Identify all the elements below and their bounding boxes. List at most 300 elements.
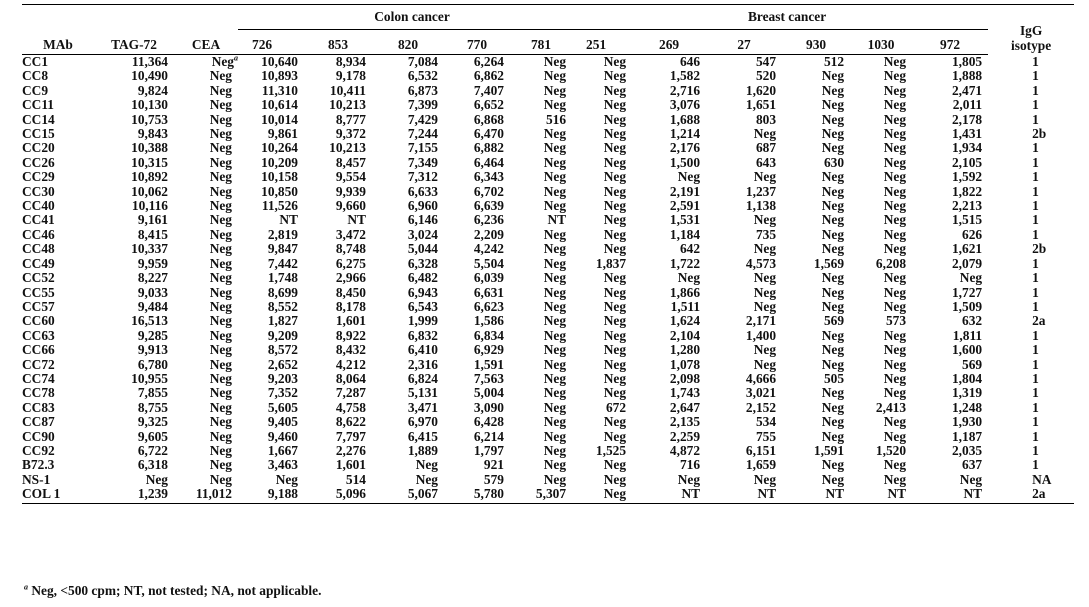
cell-value: Neg xyxy=(603,241,627,257)
cell-isotype: 1 xyxy=(1032,428,1039,444)
cell-726 xyxy=(238,430,304,444)
cell-cea xyxy=(174,98,238,112)
cell-853 xyxy=(304,199,372,213)
cell-cea xyxy=(174,300,238,314)
cell-value: 10,640 xyxy=(261,54,298,69)
cell-value: 1,601 xyxy=(335,313,366,329)
cell-27 xyxy=(706,228,782,242)
cell-781 xyxy=(510,55,572,70)
cell-value: 5,044 xyxy=(407,241,438,257)
cell-value: 2,178 xyxy=(951,111,983,127)
cell-853 xyxy=(304,444,372,458)
cell-930 xyxy=(782,185,850,199)
col-header-820: 820 xyxy=(372,30,444,55)
cell-tag72 xyxy=(94,329,174,343)
cell-value: 9,161 xyxy=(137,212,168,228)
cell-value: Neg xyxy=(543,126,567,142)
cell-value: 1,822 xyxy=(951,183,983,199)
cell-770 xyxy=(444,98,510,112)
cell-value: Neg xyxy=(145,471,168,487)
cell-972 xyxy=(912,213,988,227)
cell-value: Neg xyxy=(603,356,627,372)
cell-820 xyxy=(372,127,444,141)
cell-value: Neg xyxy=(543,54,567,69)
cell-972 xyxy=(912,401,988,415)
cell-value: 6,482 xyxy=(407,270,438,286)
table-row xyxy=(22,430,1074,444)
cell-cea xyxy=(174,401,238,415)
cell-value: 1,805 xyxy=(951,54,983,69)
mab-name: CC52 xyxy=(22,270,55,286)
cell-820 xyxy=(372,300,444,314)
cell-value: 2,819 xyxy=(267,226,298,242)
cell-1030 xyxy=(850,228,912,242)
cell-251 xyxy=(572,343,632,357)
cell-mab xyxy=(22,213,94,227)
cell-251 xyxy=(572,141,632,155)
cell-value: 6,275 xyxy=(335,255,366,271)
cell-value: 505 xyxy=(823,370,845,386)
cell-269 xyxy=(632,386,706,400)
table-row xyxy=(22,213,1074,227)
cell-27 xyxy=(706,98,782,112)
cell-770 xyxy=(444,242,510,256)
cell-value: 1,688 xyxy=(669,111,701,127)
cell-value: 6,780 xyxy=(137,356,168,372)
cell-1030 xyxy=(850,286,912,300)
cell-value: Neg xyxy=(821,169,845,185)
mab-name: CC63 xyxy=(22,327,55,343)
cell-1030 xyxy=(850,113,912,127)
cell-value: Neg xyxy=(603,457,627,473)
cell-930 xyxy=(782,113,850,127)
cell-value: 2,035 xyxy=(951,442,983,458)
cell-251 xyxy=(572,458,632,472)
mab-name: CC55 xyxy=(22,284,55,300)
cell-value: 8,622 xyxy=(335,414,366,430)
cell-value: 1,727 xyxy=(951,284,983,300)
cell-269 xyxy=(632,444,706,458)
cell-value: NT xyxy=(963,486,983,502)
cell-27 xyxy=(706,358,782,372)
cell-value: Neg xyxy=(209,183,232,199)
cell-value: 1,722 xyxy=(669,255,701,271)
cell-value: 2,135 xyxy=(669,414,701,430)
table-row xyxy=(22,98,1074,112)
cell-930 xyxy=(782,199,850,213)
cell-value: 11,364 xyxy=(131,54,168,69)
cell-726 xyxy=(238,185,304,199)
cell-value: Neg xyxy=(543,414,567,430)
cell-value: Neg xyxy=(959,270,983,286)
cell-cea xyxy=(174,358,238,372)
cell-value: 2,209 xyxy=(473,226,504,242)
cell-27 xyxy=(706,473,782,487)
cell-820 xyxy=(372,170,444,184)
cell-cea xyxy=(174,228,238,242)
cell-cea xyxy=(174,185,238,199)
cell-tag72 xyxy=(94,473,174,487)
mab-reactivity-table xyxy=(22,4,1074,504)
cell-isotype: 1 xyxy=(1032,183,1039,199)
cell-value: 1,797 xyxy=(473,442,504,458)
cell-930 xyxy=(782,242,850,256)
cell-27 xyxy=(706,213,782,227)
cell-value: 2,176 xyxy=(669,140,701,156)
cell-value: Neg xyxy=(603,313,627,329)
table-row xyxy=(22,113,1074,127)
cell-value: Neg xyxy=(821,471,845,487)
cell-value: 10,130 xyxy=(131,97,168,113)
cell-isotype: 2a xyxy=(988,487,1074,503)
cell-value: 8,699 xyxy=(267,284,298,300)
cell-251 xyxy=(572,415,632,429)
cell-value: 716 xyxy=(679,457,701,473)
cell-853 xyxy=(304,242,372,256)
cell-781 xyxy=(510,98,572,112)
cell-value: Neg xyxy=(209,471,232,487)
cell-value: Neg xyxy=(603,212,627,228)
cell-tag72 xyxy=(94,98,174,112)
cell-mab xyxy=(22,458,94,472)
cell-269 xyxy=(632,113,706,127)
cell-value: 6,428 xyxy=(473,414,504,430)
cell-value: 6,543 xyxy=(407,298,438,314)
cell-value: Neg xyxy=(603,284,627,300)
cell-value: 6,464 xyxy=(473,154,504,170)
cell-251 xyxy=(572,329,632,343)
cell-781 xyxy=(510,300,572,314)
cell-value: 10,753 xyxy=(131,111,168,127)
cell-isotype: 1 xyxy=(1032,53,1039,69)
table-row xyxy=(22,170,1074,184)
cell-value: 3,076 xyxy=(669,97,701,113)
cell-value: Neg xyxy=(883,385,907,401)
cell-930 xyxy=(782,69,850,83)
cell-tag72 xyxy=(94,156,174,170)
cell-770 xyxy=(444,271,510,285)
cell-27 xyxy=(706,113,782,127)
cell-972 xyxy=(912,156,988,170)
mab-name: CC11 xyxy=(22,97,54,113)
cell-27 xyxy=(706,372,782,386)
cell-value: Neg xyxy=(543,169,567,185)
cell-972 xyxy=(912,300,988,314)
cell-972 xyxy=(912,228,988,242)
cell-mab xyxy=(22,415,94,429)
mab-name: CC20 xyxy=(22,140,55,156)
cell-1030 xyxy=(850,401,912,415)
cell-value: 1,811 xyxy=(952,327,983,343)
cell-value: 6,415 xyxy=(407,428,438,444)
cell-isotype: 1 xyxy=(1032,342,1039,358)
mab-name: CC14 xyxy=(22,111,55,127)
cell-value: 8,450 xyxy=(335,284,366,300)
cell-781 xyxy=(510,84,572,98)
cell-853 xyxy=(304,55,372,70)
cell-value: 6,868 xyxy=(473,111,504,127)
cell-isotype: 1 xyxy=(1032,414,1039,430)
cell-853 xyxy=(304,141,372,155)
group-header-row xyxy=(22,5,1074,30)
cell-value: Neg xyxy=(275,471,298,487)
cell-770 xyxy=(444,185,510,199)
cell-251 xyxy=(572,401,632,415)
cell-value: 1,531 xyxy=(669,212,701,228)
cell-cea xyxy=(174,170,238,184)
cell-value: 3,471 xyxy=(407,399,438,415)
cell-930 xyxy=(782,213,850,227)
cell-269 xyxy=(632,98,706,112)
cell-value: 10,213 xyxy=(329,97,366,113)
cell-27 xyxy=(706,401,782,415)
cell-value: Neg xyxy=(209,226,232,242)
cell-value: Neg xyxy=(603,414,627,430)
cell-value: 2,647 xyxy=(669,399,701,415)
cell-27 xyxy=(706,444,782,458)
cell-1030 xyxy=(850,329,912,343)
cell-value: 2,966 xyxy=(335,270,366,286)
cell-27 xyxy=(706,185,782,199)
cell-value: 1,866 xyxy=(669,284,701,300)
cell-853 xyxy=(304,329,372,343)
cell-value: 512 xyxy=(823,54,845,69)
cell-726 xyxy=(238,286,304,300)
cell-820 xyxy=(372,199,444,213)
cell-value: 8,755 xyxy=(137,399,168,415)
cell-value: 6,943 xyxy=(407,284,438,300)
cell-cea xyxy=(174,329,238,343)
cell-value: 6,873 xyxy=(407,82,438,98)
cell-value: 1,592 xyxy=(951,169,983,185)
cell-value: Neg xyxy=(821,457,845,473)
cell-972 xyxy=(912,242,988,256)
cell-value: 10,411 xyxy=(329,82,366,98)
col-header-770: 770 xyxy=(444,30,510,55)
cell-value: Neg xyxy=(821,111,845,127)
cell-cea xyxy=(174,473,238,487)
cell-781 xyxy=(510,386,572,400)
cell-tag72 xyxy=(94,415,174,429)
cell-cea xyxy=(174,271,238,285)
col-header-cea: CEA xyxy=(174,30,238,55)
cell-value: Neg xyxy=(883,327,907,343)
cell-value: 9,203 xyxy=(267,370,298,386)
cell-value: 643 xyxy=(755,154,777,170)
cell-value: 10,062 xyxy=(131,183,168,199)
cell-value: Neg xyxy=(209,399,232,415)
cell-cea xyxy=(174,69,238,83)
col-header-251: 251 xyxy=(572,30,632,55)
cell-value: 5,504 xyxy=(473,255,504,271)
cell-1030 xyxy=(850,415,912,429)
cell-930 xyxy=(782,286,850,300)
cell-value: 1,184 xyxy=(669,226,701,242)
cell-770 xyxy=(444,141,510,155)
cell-269 xyxy=(632,127,706,141)
cell-value: Neg xyxy=(753,298,777,314)
cell-value: 8,934 xyxy=(335,54,366,69)
cell-value: Neg xyxy=(209,370,232,386)
cell-770 xyxy=(444,444,510,458)
cell-770 xyxy=(444,127,510,141)
cell-853 xyxy=(304,286,372,300)
cell-853 xyxy=(304,271,372,285)
cell-tag72 xyxy=(94,358,174,372)
cell-820 xyxy=(372,487,444,503)
table-row xyxy=(22,372,1074,386)
cell-value: 1,999 xyxy=(407,313,438,329)
cell-value: 6,702 xyxy=(473,183,504,199)
cell-value: 10,850 xyxy=(261,183,298,199)
cell-value: 10,315 xyxy=(131,154,168,170)
table-row xyxy=(22,84,1074,98)
cell-770 xyxy=(444,386,510,400)
cell-853 xyxy=(304,401,372,415)
cell-value: 569 xyxy=(962,356,983,372)
cell-972 xyxy=(912,358,988,372)
cell-value: 10,014 xyxy=(261,111,298,127)
cell-value: Neg xyxy=(603,126,627,142)
cell-726 xyxy=(238,401,304,415)
cell-930 xyxy=(782,300,850,314)
cell-value: Neg xyxy=(883,183,907,199)
cell-820 xyxy=(372,98,444,112)
cell-value: 9,285 xyxy=(137,327,168,343)
cell-853 xyxy=(304,458,372,472)
cell-mab xyxy=(22,473,94,487)
cell-972 xyxy=(912,444,988,458)
cell-820 xyxy=(372,69,444,83)
cell-781 xyxy=(510,314,572,328)
cell-781 xyxy=(510,213,572,227)
cell-value: 6,410 xyxy=(407,342,438,358)
cell-251 xyxy=(572,242,632,256)
cell-value: Neg xyxy=(753,471,777,487)
cell-value: 6,236 xyxy=(473,212,504,228)
cell-cea xyxy=(174,314,238,328)
cell-269 xyxy=(632,156,706,170)
cell-value: 6,470 xyxy=(473,126,504,142)
cell-value: Neg xyxy=(209,327,232,343)
cell-853 xyxy=(304,84,372,98)
cell-value: 4,872 xyxy=(669,442,701,458)
cell-930 xyxy=(782,473,850,487)
cell-972 xyxy=(912,473,988,487)
cell-770 xyxy=(444,170,510,184)
cell-972 xyxy=(912,430,988,444)
cell-value: Neg xyxy=(821,428,845,444)
cell-269 xyxy=(632,257,706,271)
cell-251 xyxy=(572,69,632,83)
cell-value: Neg xyxy=(883,471,907,487)
cell-726 xyxy=(238,242,304,256)
cell-770 xyxy=(444,329,510,343)
cell-value: 5,605 xyxy=(267,399,298,415)
cell-value: 1,138 xyxy=(745,198,777,214)
cell-930 xyxy=(782,156,850,170)
table-row xyxy=(22,286,1074,300)
cell-value: Neg xyxy=(543,183,567,199)
cell-mab xyxy=(22,401,94,415)
cell-781 xyxy=(510,170,572,184)
cell-value: Neg xyxy=(883,370,907,386)
table-footnote xyxy=(24,583,321,599)
cell-value: Neg xyxy=(677,471,701,487)
cell-value: 7,244 xyxy=(407,126,438,142)
cell-972 xyxy=(912,257,988,271)
cell-value: Neg xyxy=(883,68,907,84)
cell-value: Neg xyxy=(821,399,845,415)
cell-853 xyxy=(304,386,372,400)
cell-27 xyxy=(706,55,782,70)
column-header-row xyxy=(22,30,1074,55)
cell-value: Neg xyxy=(883,111,907,127)
cell-value: Neg xyxy=(603,140,627,156)
cell-value: 8,432 xyxy=(335,342,366,358)
cell-269 xyxy=(632,300,706,314)
cell-value: Neg xyxy=(603,428,627,444)
cell-value: 10,116 xyxy=(131,198,168,214)
cell-269 xyxy=(632,242,706,256)
cell-value: Neg xyxy=(821,183,845,199)
cell-27 xyxy=(706,458,782,472)
cell-value: Neg xyxy=(209,169,232,185)
cell-value: Neg xyxy=(821,226,845,242)
cell-820 xyxy=(372,430,444,444)
cell-value: 2,098 xyxy=(669,370,701,386)
cell-cea xyxy=(174,372,238,386)
cell-value: Neg xyxy=(821,198,845,214)
cell-isotype: 1 xyxy=(1032,399,1039,415)
cell-972 xyxy=(912,98,988,112)
cell-value: 9,939 xyxy=(335,183,366,199)
cell-value: Neg xyxy=(883,54,907,69)
cell-820 xyxy=(372,271,444,285)
cell-tag72 xyxy=(94,199,174,213)
cell-tag72 xyxy=(94,286,174,300)
cell-251 xyxy=(572,199,632,213)
mab-name: CC83 xyxy=(22,399,55,415)
cell-820 xyxy=(372,213,444,227)
cell-value: 1,187 xyxy=(951,428,983,444)
cell-tag72 xyxy=(94,372,174,386)
cell-value: 6,862 xyxy=(473,68,504,84)
cell-value: 10,158 xyxy=(261,169,298,185)
cell-251 xyxy=(572,487,632,503)
cell-value: 7,312 xyxy=(407,169,438,185)
mab-name: CC78 xyxy=(22,385,55,401)
cell-269 xyxy=(632,55,706,70)
cell-value: Neg xyxy=(209,126,232,142)
cell-isotype: 2b xyxy=(1032,241,1047,257)
cell-726 xyxy=(238,487,304,503)
cell-972 xyxy=(912,113,988,127)
cell-269 xyxy=(632,314,706,328)
cell-value: 1,400 xyxy=(745,327,777,343)
cell-930 xyxy=(782,386,850,400)
cell-value: Neg xyxy=(603,54,627,69)
cell-mab xyxy=(22,84,94,98)
cell-value: Neg xyxy=(883,226,907,242)
cell-930 xyxy=(782,271,850,285)
cell-value: 4,758 xyxy=(335,399,366,415)
cell-726 xyxy=(238,55,304,70)
cell-tag72 xyxy=(94,257,174,271)
cell-value: 6,039 xyxy=(473,270,504,286)
cell-mab xyxy=(22,286,94,300)
cell-value: Neg xyxy=(753,342,777,358)
